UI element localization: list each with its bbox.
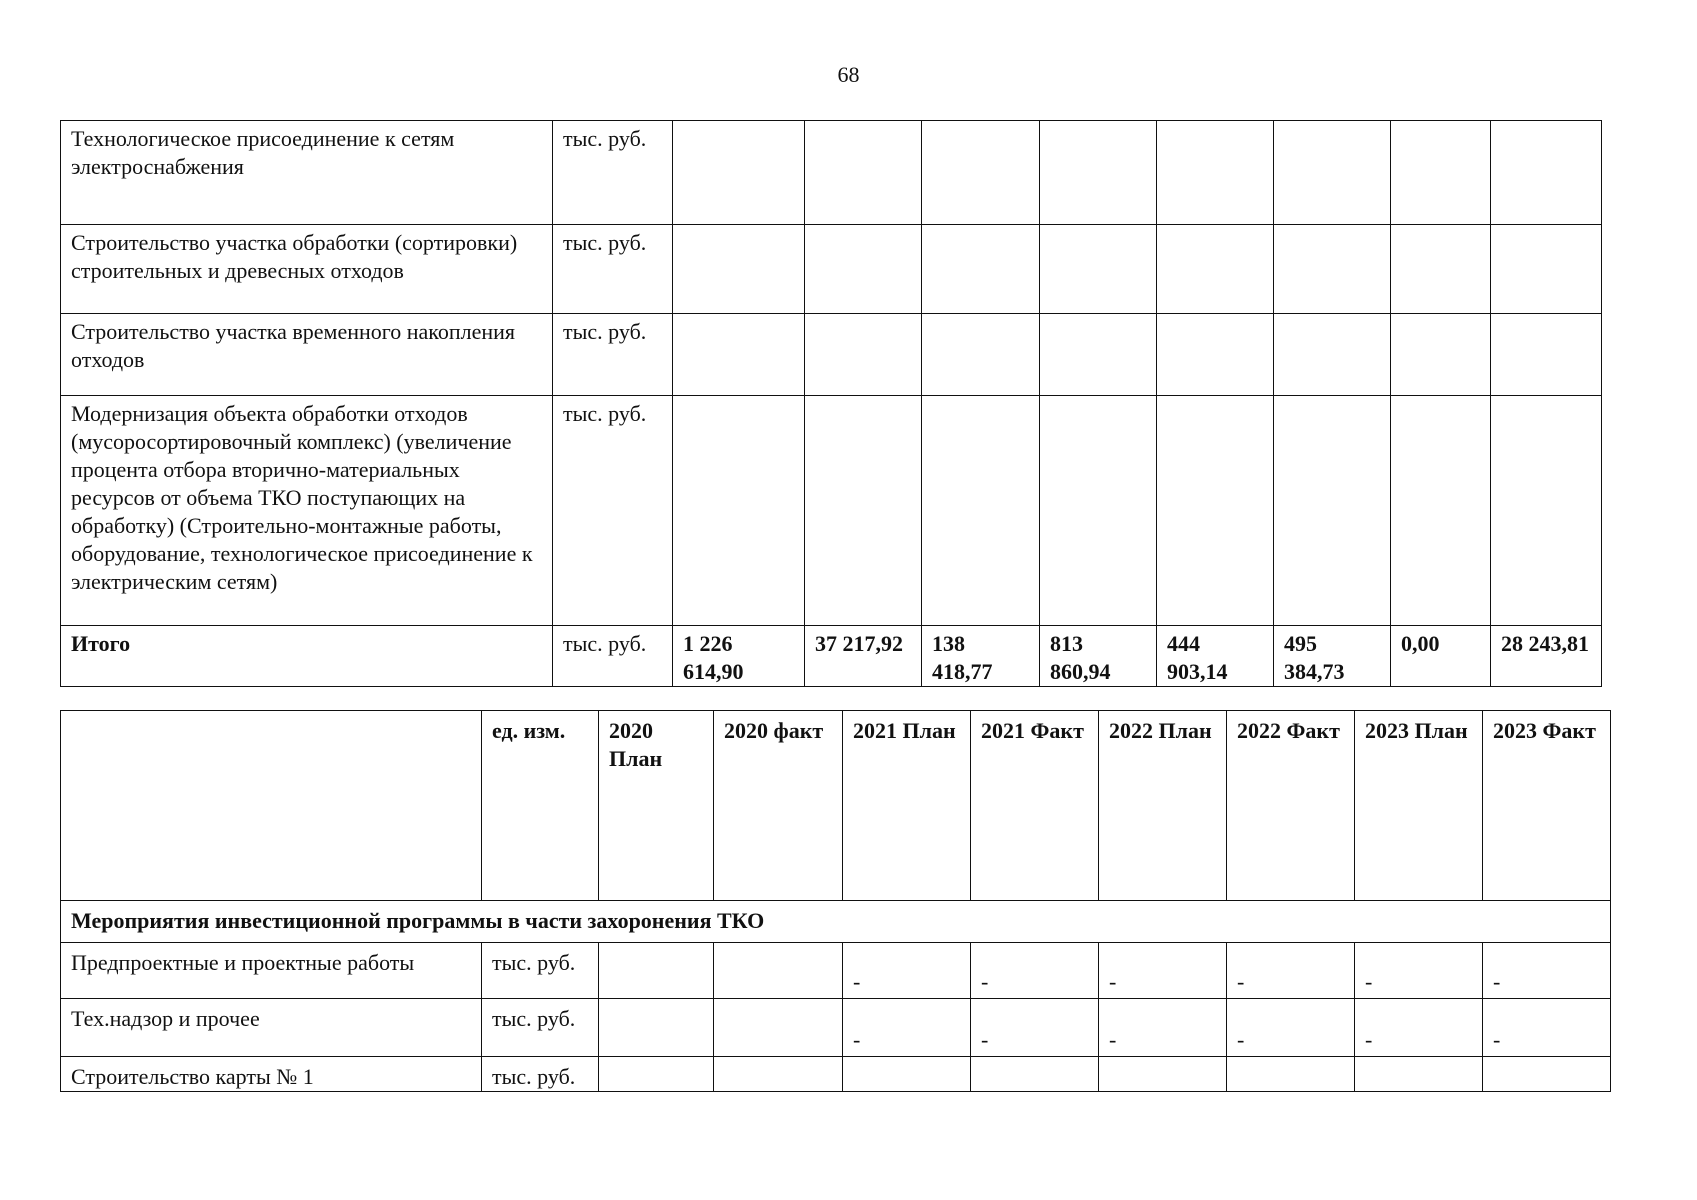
value-cell	[1157, 314, 1274, 396]
investment-table-continued	[60, 120, 1602, 687]
value-cell	[1491, 225, 1602, 314]
value-cell: -	[1227, 943, 1355, 999]
value-cell	[1040, 314, 1157, 396]
value-cell	[714, 943, 843, 999]
value-cell: -	[1227, 999, 1355, 1057]
unit-cell: тыс. руб.	[482, 943, 599, 999]
table2-body	[61, 711, 1611, 1092]
value-cell: -	[971, 999, 1099, 1057]
value-cell: -	[971, 943, 1099, 999]
total-value-cell: 1 226 614,90	[673, 626, 805, 687]
value-cell	[1099, 1057, 1227, 1092]
value-cell	[673, 121, 805, 225]
unit-cell: тыс. руб.	[553, 225, 673, 314]
value-cell	[843, 1057, 971, 1092]
year-header-cell: 2023 Факт	[1483, 711, 1611, 901]
year-header-cell: 2020 План	[599, 711, 714, 901]
total-value-cell: 138 418,77	[922, 626, 1040, 687]
value-cell	[971, 1057, 1099, 1092]
value-cell	[1491, 314, 1602, 396]
table-row	[61, 396, 1602, 626]
row-name-cell: Технологическое присоединение к сетям электроснабжения	[61, 121, 553, 225]
value-cell: -	[1099, 943, 1227, 999]
value-cell	[673, 396, 805, 626]
header-row	[61, 711, 1611, 901]
value-cell	[1483, 1057, 1611, 1092]
year-header-cell: 2022 Факт	[1227, 711, 1355, 901]
year-header-cell: 2023 План	[1355, 711, 1483, 901]
value-cell	[1274, 314, 1391, 396]
section-title-cell: Мероприятия инвестиционной программы в части захоронения ТКО	[61, 901, 1611, 943]
value-cell: -	[1355, 943, 1483, 999]
value-cell	[805, 121, 922, 225]
table-row	[61, 225, 1602, 314]
year-header-cell: 2020 факт	[714, 711, 843, 901]
value-cell	[673, 225, 805, 314]
value-cell	[599, 943, 714, 999]
value-cell	[1491, 396, 1602, 626]
table1-body	[61, 121, 1602, 687]
unit-cell: тыс. руб.	[553, 396, 673, 626]
value-cell: -	[1099, 999, 1227, 1057]
table-row	[61, 121, 1602, 225]
value-cell	[1274, 396, 1391, 626]
total-value-cell: 495 384,73	[1274, 626, 1391, 687]
value-cell	[922, 396, 1040, 626]
value-cell	[1157, 121, 1274, 225]
value-cell	[805, 396, 922, 626]
value-cell	[1391, 396, 1491, 626]
value-cell	[1391, 121, 1491, 225]
value-cell: -	[1483, 943, 1611, 999]
row-name-cell: Тех.надзор и прочее	[61, 999, 482, 1057]
year-header-cell: 2022 План	[1099, 711, 1227, 901]
section-row	[61, 901, 1611, 943]
landfill-investment-table	[60, 710, 1611, 1092]
table-row	[61, 999, 1611, 1057]
value-cell	[599, 1057, 714, 1092]
row-name-cell: Модернизация объекта обработки отходов (мусоросортировочный комплекс) (увеличение процента отбора вторично-материальных ресурсов от объема ТКО поступающих на обработку) (Строительно-монтажные работы, оборудование, технологическое присоединение к электрическим сетям)	[61, 396, 553, 626]
total-value-cell: 28 243,81	[1491, 626, 1602, 687]
table-row	[61, 314, 1602, 396]
value-cell	[714, 1057, 843, 1092]
value-cell	[805, 314, 922, 396]
row-name-cell: Строительство участка временного накопления отходов	[61, 314, 553, 396]
table-row	[61, 1057, 1611, 1092]
value-cell	[599, 999, 714, 1057]
value-cell	[1391, 225, 1491, 314]
value-cell	[1274, 225, 1391, 314]
value-cell	[1391, 314, 1491, 396]
value-cell: -	[843, 943, 971, 999]
unit-cell: тыс. руб.	[553, 314, 673, 396]
row-name-cell: Строительство участка обработки (сортировки) строительных и древесных отходов	[61, 225, 553, 314]
value-cell	[1355, 1057, 1483, 1092]
value-cell	[922, 225, 1040, 314]
value-cell	[1227, 1057, 1355, 1092]
value-cell	[673, 314, 805, 396]
row-name-cell: Строительство карты № 1	[61, 1057, 482, 1092]
value-cell	[1040, 225, 1157, 314]
table-row	[61, 943, 1611, 999]
total-label-cell: Итого	[61, 626, 553, 687]
value-cell: -	[1355, 999, 1483, 1057]
total-value-cell: 37 217,92	[805, 626, 922, 687]
year-header-cell: 2021 План	[843, 711, 971, 901]
value-cell: -	[1483, 999, 1611, 1057]
total-value-cell: 0,00	[1391, 626, 1491, 687]
value-cell	[922, 121, 1040, 225]
row-name-cell: Предпроектные и проектные работы	[61, 943, 482, 999]
value-cell	[714, 999, 843, 1057]
unit-cell: тыс. руб.	[553, 626, 673, 687]
unit-header-cell: ед. изм.	[482, 711, 599, 901]
value-cell	[1157, 225, 1274, 314]
unit-cell: тыс. руб.	[482, 999, 599, 1057]
value-cell: -	[843, 999, 971, 1057]
year-header-cell: 2021 Факт	[971, 711, 1099, 901]
unit-cell: тыс. руб.	[482, 1057, 599, 1092]
total-value-cell: 444 903,14	[1157, 626, 1274, 687]
page-number: 68	[837, 62, 860, 87]
value-cell	[922, 314, 1040, 396]
value-cell	[1040, 396, 1157, 626]
header-blank-cell	[61, 711, 482, 901]
value-cell	[1040, 121, 1157, 225]
unit-cell: тыс. руб.	[553, 121, 673, 225]
total-row	[61, 626, 1602, 687]
value-cell	[805, 225, 922, 314]
total-value-cell: 813 860,94	[1040, 626, 1157, 687]
value-cell	[1274, 121, 1391, 225]
value-cell	[1157, 396, 1274, 626]
value-cell	[1491, 121, 1602, 225]
